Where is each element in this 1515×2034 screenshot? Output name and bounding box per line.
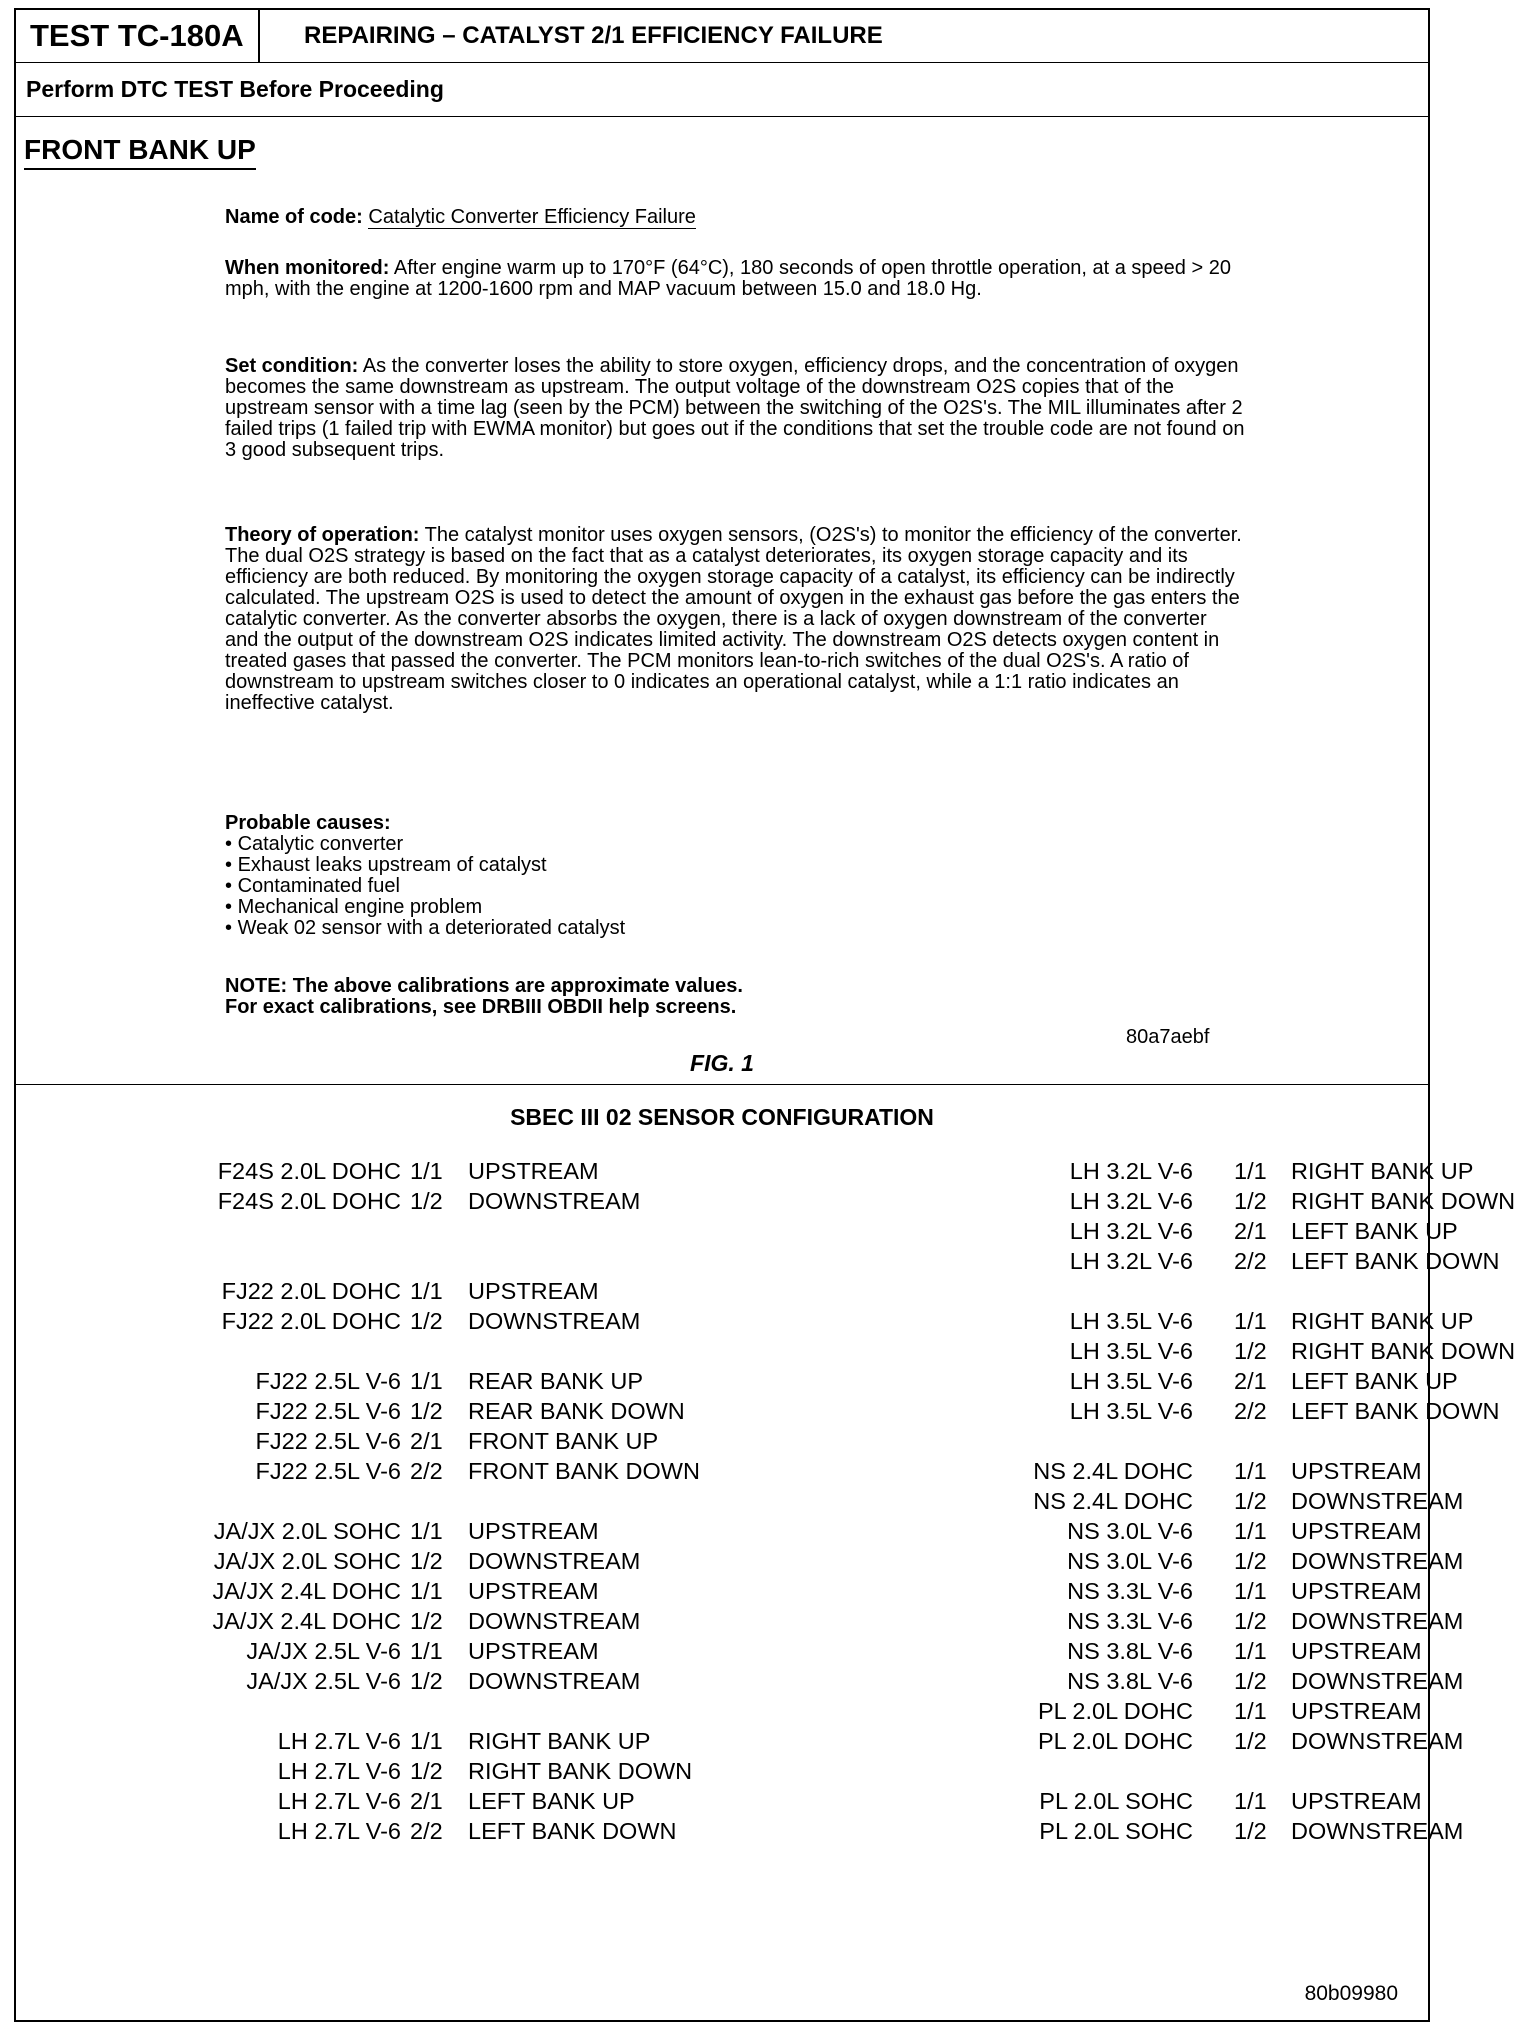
sensor-position: 2/2 [410, 1818, 443, 1844]
sensor-description: RIGHT BANK UP [1291, 1308, 1474, 1334]
list-item: • Exhaust leaks upstream of catalyst [225, 855, 1245, 876]
sensor-position: 1/1 [410, 1368, 443, 1394]
name-value: Catalytic Converter Efficiency Failure [368, 206, 696, 228]
engine-label: LH 2.7L V-6 [277, 1818, 401, 1844]
config-row [716, 1156, 1474, 1186]
sensor-position: 1/1 [1234, 1518, 1267, 1544]
config-row [16, 1666, 736, 1696]
engine-label: FJ22 2.5L V-6 [255, 1428, 401, 1454]
config-row [716, 1486, 1464, 1516]
sensor-position: 1/1 [1234, 1158, 1267, 1184]
sensor-position: 2/2 [1234, 1398, 1267, 1424]
sensor-description: UPSTREAM [468, 1578, 599, 1604]
sensor-description: UPSTREAM [468, 1158, 599, 1184]
list-item: • Catalytic converter [225, 834, 1245, 855]
sensor-description: RIGHT BANK DOWN [1291, 1338, 1515, 1364]
probable-causes [225, 813, 1245, 939]
section-divider [16, 1084, 1428, 1085]
note-line-1: NOTE: The above calibrations are approximate values. [225, 975, 743, 997]
engine-label: NS 2.4L DOHC [1033, 1488, 1193, 1514]
engine-label: NS 3.3L V-6 [1067, 1578, 1193, 1604]
sensor-description: UPSTREAM [468, 1638, 599, 1664]
engine-label: FJ22 2.5L V-6 [255, 1398, 401, 1424]
config-row [716, 1756, 1416, 1786]
engine-label: NS 3.8L V-6 [1067, 1638, 1193, 1664]
sensor-position: 1/1 [1234, 1788, 1267, 1814]
sensor-position: 1/2 [410, 1548, 443, 1574]
config-row [716, 1516, 1422, 1546]
list-item: • Contaminated fuel [225, 876, 1245, 897]
sensor-position: 1/1 [1234, 1308, 1267, 1334]
engine-label: LH 3.5L V-6 [1069, 1338, 1193, 1364]
sensor-position: 1/1 [1234, 1638, 1267, 1664]
config-row [16, 1486, 736, 1516]
sensor-position: 1/2 [410, 1308, 443, 1334]
sensor-description: DOWNSTREAM [1291, 1608, 1464, 1634]
name-of-code [225, 207, 1245, 228]
sensor-position: 2/1 [410, 1428, 443, 1454]
header-row [16, 10, 1428, 63]
sensor-description: DOWNSTREAM [468, 1668, 641, 1694]
config-row [716, 1576, 1422, 1606]
perform-instruction: Perform DTC TEST Before Proceeding [26, 76, 444, 102]
note [225, 976, 1245, 1018]
config-row [716, 1186, 1515, 1216]
note-line-2: For exact calibrations, see DRBIII OBDII help screens. [225, 996, 737, 1018]
sensor-description: LEFT BANK UP [1291, 1218, 1458, 1244]
sensor-description: RIGHT BANK DOWN [468, 1758, 693, 1784]
engine-label: NS 3.0L V-6 [1067, 1548, 1193, 1574]
sensor-position: 1/1 [410, 1278, 443, 1304]
engine-label: PL 2.0L SOHC [1039, 1818, 1193, 1844]
sensor-position: 1/2 [1234, 1608, 1267, 1634]
sensor-position: 1/1 [1234, 1458, 1267, 1484]
engine-label: PL 2.0L SOHC [1039, 1788, 1193, 1814]
bank-heading: FRONT BANK UP [24, 134, 256, 170]
sensor-position: 1/2 [410, 1188, 443, 1214]
sensor-description: FRONT BANK DOWN [468, 1458, 700, 1484]
config-row [16, 1216, 736, 1246]
engine-label: LH 2.7L V-6 [277, 1758, 401, 1784]
engine-label: FJ22 2.0L DOHC [221, 1278, 401, 1304]
figure-ref-code: 80a7aebf [1126, 1026, 1210, 1048]
engine-label: NS 3.3L V-6 [1067, 1608, 1193, 1634]
engine-label: JA/JX 2.4L DOHC [212, 1608, 401, 1634]
config-row [716, 1696, 1422, 1726]
engine-label: FJ22 2.5L V-6 [255, 1368, 401, 1394]
config-row [716, 1546, 1464, 1576]
config-row [16, 1246, 736, 1276]
config-row [16, 1186, 736, 1216]
engine-label: LH 3.2L V-6 [1069, 1158, 1193, 1184]
engine-label: JA/JX 2.0L SOHC [213, 1518, 401, 1544]
config-row [716, 1426, 1416, 1456]
engine-label: LH 3.2L V-6 [1069, 1188, 1193, 1214]
config-row [716, 1396, 1500, 1426]
sensor-position: 1/2 [1234, 1728, 1267, 1754]
sensor-position: 1/2 [1234, 1488, 1267, 1514]
sensor-position: 1/2 [1234, 1548, 1267, 1574]
sensor-position: 1/1 [410, 1728, 443, 1754]
config-row [716, 1786, 1422, 1816]
sensor-description: UPSTREAM [1291, 1578, 1422, 1604]
engine-label: F24S 2.0L DOHC [217, 1158, 401, 1184]
sensor-position: 1/2 [410, 1668, 443, 1694]
sensor-position: 1/2 [1234, 1818, 1267, 1844]
sensor-position: 2/1 [1234, 1368, 1267, 1394]
config-row [716, 1336, 1515, 1366]
config-ref-code: 80b09980 [1304, 1982, 1398, 2005]
sensor-position: 1/2 [410, 1608, 443, 1634]
list-item: • Mechanical engine problem [225, 897, 1245, 918]
config-row [16, 1366, 736, 1396]
sensor-description: DOWNSTREAM [1291, 1818, 1464, 1844]
sensor-position: 1/2 [1234, 1188, 1267, 1214]
engine-label: FJ22 2.5L V-6 [255, 1458, 401, 1484]
engine-label: JA/JX 2.5L V-6 [246, 1638, 401, 1664]
engine-label: NS 3.0L V-6 [1067, 1518, 1193, 1544]
config-row [16, 1426, 736, 1456]
sensor-position: 2/1 [410, 1788, 443, 1814]
sensor-description: RIGHT BANK UP [468, 1728, 651, 1754]
sensor-description: DOWNSTREAM [1291, 1548, 1464, 1574]
test-id: TEST TC-180A [16, 10, 260, 62]
causes-list [225, 834, 1245, 939]
sensor-description: UPSTREAM [1291, 1638, 1422, 1664]
engine-label: LH 3.5L V-6 [1069, 1368, 1193, 1394]
sensor-description: LEFT BANK UP [1291, 1368, 1458, 1394]
config-row [16, 1306, 736, 1336]
set-text: As the converter loses the ability to store oxygen, efficiency drops, and the concentration of oxygen becomes the same downstream as upstream. The output voltage of the downstream O2S copies that of the upstream sensor with a time lag (seen by the PCM) between the switching of the O2S's. The MIL illuminates after 2 failed trips (1 failed trip with EWMA monitor) but goes out if the conditions that set the trouble code are not found on 3 good subsequent trips. [225, 355, 1245, 461]
config-title: SBEC III 02 SENSOR CONFIGURATION [510, 1104, 934, 1130]
sensor-description: LEFT BANK UP [468, 1788, 635, 1814]
document-page [14, 8, 1515, 2022]
sensor-description: RIGHT BANK UP [1291, 1158, 1474, 1184]
figure-label: FIG. 1 [690, 1050, 754, 1076]
name-label: Name of code: [225, 206, 363, 228]
engine-label: LH 3.5L V-6 [1069, 1398, 1193, 1424]
config-row [16, 1516, 736, 1546]
engine-label: LH 3.2L V-6 [1069, 1248, 1193, 1274]
config-row [716, 1276, 1416, 1306]
set-label: Set condition: [225, 355, 359, 377]
sensor-position: 1/2 [1234, 1338, 1267, 1364]
perform-row [16, 62, 1428, 117]
list-item: • Weak 02 sensor with a deteriorated catalyst [225, 918, 1245, 939]
sensor-position: 2/2 [1234, 1248, 1267, 1274]
config-right-column [716, 1156, 1515, 1846]
sensor-position: 1/1 [410, 1158, 443, 1184]
sensor-description: REAR BANK DOWN [468, 1398, 685, 1424]
sensor-position: 1/2 [410, 1758, 443, 1784]
engine-label: F24S 2.0L DOHC [217, 1188, 401, 1214]
engine-label: FJ22 2.0L DOHC [221, 1308, 401, 1334]
engine-label: LH 3.5L V-6 [1069, 1308, 1193, 1334]
sensor-description: UPSTREAM [468, 1278, 599, 1304]
sensor-description: DOWNSTREAM [1291, 1728, 1464, 1754]
sensor-description: DOWNSTREAM [468, 1308, 641, 1334]
config-row [716, 1306, 1474, 1336]
config-row [16, 1726, 736, 1756]
config-row [16, 1696, 736, 1726]
sensor-description: UPSTREAM [1291, 1698, 1422, 1724]
sensor-description: LEFT BANK DOWN [468, 1818, 677, 1844]
sensor-description: DOWNSTREAM [468, 1188, 641, 1214]
sensor-description: REAR BANK UP [468, 1368, 643, 1394]
config-row [716, 1606, 1464, 1636]
engine-label: JA/JX 2.5L V-6 [246, 1668, 401, 1694]
causes-label: Probable causes: [225, 812, 391, 834]
config-row [16, 1756, 736, 1786]
theory-label: Theory of operation: [225, 524, 420, 546]
sensor-description: DOWNSTREAM [468, 1548, 641, 1574]
engine-label: LH 3.2L V-6 [1069, 1218, 1193, 1244]
when-monitored [225, 258, 1245, 300]
sensor-position: 1/1 [1234, 1698, 1267, 1724]
engine-label: LH 2.7L V-6 [277, 1788, 401, 1814]
config-row [716, 1216, 1458, 1246]
config-row [16, 1816, 736, 1846]
sensor-description: UPSTREAM [1291, 1788, 1422, 1814]
config-row [16, 1396, 736, 1426]
test-title: REPAIRING – CATALYST 2/1 EFFICIENCY FAILURE [304, 22, 883, 49]
config-row [16, 1276, 736, 1306]
sensor-position: 1/1 [410, 1578, 443, 1604]
config-row [16, 1546, 736, 1576]
sensor-description: UPSTREAM [1291, 1518, 1422, 1544]
sensor-description: DOWNSTREAM [1291, 1488, 1464, 1514]
config-row [16, 1456, 736, 1486]
sensor-position: 2/1 [1234, 1218, 1267, 1244]
config-row [716, 1366, 1458, 1396]
sensor-description: UPSTREAM [468, 1518, 599, 1544]
config-row [716, 1666, 1464, 1696]
engine-label: PL 2.0L DOHC [1038, 1698, 1193, 1724]
config-row [16, 1576, 736, 1606]
engine-label: NS 2.4L DOHC [1033, 1458, 1193, 1484]
sensor-position: 1/1 [1234, 1578, 1267, 1604]
sensor-position: 2/2 [410, 1458, 443, 1484]
sensor-description: DOWNSTREAM [1291, 1668, 1464, 1694]
sensor-description: RIGHT BANK DOWN [1291, 1188, 1515, 1214]
sensor-position: 1/1 [410, 1638, 443, 1664]
config-row [16, 1336, 736, 1366]
config-row [16, 1636, 736, 1666]
config-left-column [16, 1156, 736, 1846]
set-condition [225, 356, 1245, 461]
sensor-description: DOWNSTREAM [468, 1608, 641, 1634]
engine-label: LH 2.7L V-6 [277, 1728, 401, 1754]
config-row [716, 1636, 1422, 1666]
engine-label: PL 2.0L DOHC [1038, 1728, 1193, 1754]
config-row [16, 1606, 736, 1636]
engine-label: JA/JX 2.0L SOHC [213, 1548, 401, 1574]
config-row [716, 1246, 1500, 1276]
sensor-position: 1/2 [410, 1398, 443, 1424]
theory-text: The catalyst monitor uses oxygen sensors, (O2S's) to monitor the efficiency of the converter. The dual O2S strategy is based on the fact that as a catalyst deteriorates, its oxygen storage capacity and its efficiency are both reduced. By monitoring the oxygen storage capacity of a catalyst, its efficiency can be indirectly calculated. The upstream O2S is used to detect the amount of oxygen in the exhaust gas before the gas enters the catalytic converter. As the converter absorbs the oxygen, there is a lack of oxygen downstream of the converter and the output of the downstream O2S indicates limited activity. The downstream O2S detects oxygen content in treated gases that passed the converter. The PCM monitors lean-to-rich switches of the dual O2S's. A ratio of downstream to upstream switches closer to 0 indicates an operational catalyst, while a 1:1 ratio indicates an ineffective catalyst. [225, 524, 1242, 714]
config-row [16, 1156, 736, 1186]
config-row [16, 1786, 736, 1816]
sensor-position: 1/2 [1234, 1668, 1267, 1694]
sensor-position: 1/1 [410, 1518, 443, 1544]
sensor-description: LEFT BANK DOWN [1291, 1398, 1500, 1424]
theory-of-operation [225, 525, 1245, 714]
config-row [716, 1726, 1464, 1756]
monitored-label: When monitored: [225, 257, 390, 279]
engine-label: JA/JX 2.4L DOHC [212, 1578, 401, 1604]
config-row [716, 1456, 1422, 1486]
config-row [716, 1816, 1464, 1846]
engine-label: NS 3.8L V-6 [1067, 1668, 1193, 1694]
sensor-description: LEFT BANK DOWN [1291, 1248, 1500, 1274]
monitored-text: After engine warm up to 170°F (64°C), 180 seconds of open throttle operation, at a speed > 20 mph, with the engine at 1200-1600 rpm and MAP vacuum between 15.0 and 18.0 Hg. [225, 257, 1231, 300]
sensor-description: FRONT BANK UP [468, 1428, 659, 1454]
sensor-description: UPSTREAM [1291, 1458, 1422, 1484]
